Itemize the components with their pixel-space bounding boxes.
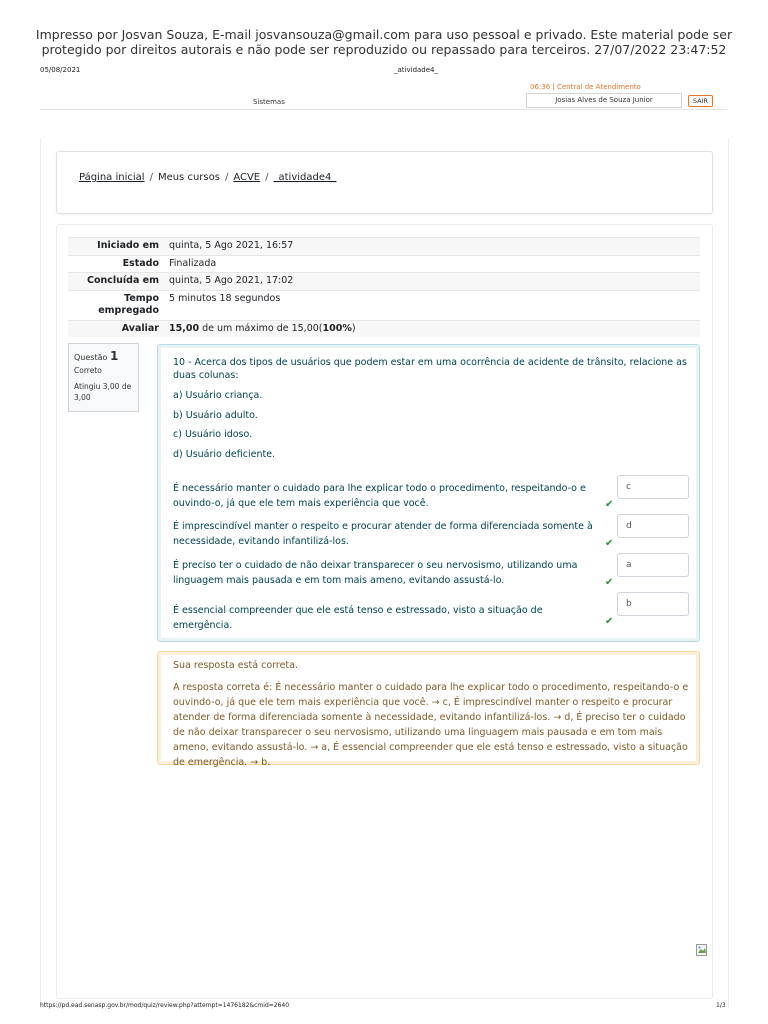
summary-value: quinta, 5 Ago 2021, 16:57 <box>169 240 294 251</box>
grade-percent: 100% <box>322 322 352 334</box>
broken-image-icon <box>696 944 708 956</box>
summary-row <box>68 272 700 290</box>
sistemas-menu[interactable]: Sistemas <box>253 98 285 106</box>
match-select[interactable]: c <box>617 475 689 499</box>
feedback-inner <box>161 655 696 768</box>
question-info-box <box>68 343 139 412</box>
match-statement: É preciso ter o cuidado de não deixar transparecer o seu nervosismo, utilizando uma linguagem mais pausada e em tom mais ameno, evitando assustá-lo. <box>173 560 578 586</box>
breadcrumb-separator: / <box>265 172 269 183</box>
grade-end: ) <box>351 322 356 334</box>
question-text: 10 - Acerca dos tipos de usuários que podem estar em uma ocorrência de acidente de trânsito, relacione as duas colunas: <box>173 357 687 381</box>
summary-key: Iniciado em <box>97 240 159 251</box>
feedback-box <box>157 651 700 768</box>
question-state: Correto <box>74 366 102 375</box>
summary-value-grade <box>167 321 700 338</box>
feedback-text: A resposta correta é: É necessário manter o cuidado para lhe explicar todo o procedimento, respeitando-o e ouvindo-o, já que ele tem mais experiência que você. → c, É imprescindível manter o respeito e procurar atender de forma diferenciada somente à necessidade, evitando infantilizá-los. → d, É preciso ter o cuidado de não deixar transparecer o seu nervosismo, utilizando uma linguagem mais pausada e em tom mais ameno, evitando assustá-lo. → a, É essencial compreender que ele está tenso e estressado, visto a situação de emergência. → b. <box>173 682 689 768</box>
summary-row <box>68 290 700 320</box>
question-formulation <box>157 344 700 642</box>
question-number <box>74 349 133 363</box>
breadcrumb-home[interactable]: Página inicial <box>79 172 145 183</box>
match-statement: É essencial compreender que ele está tenso e estressado, visto a situação de emergência. <box>173 605 543 631</box>
option-item: c) Usuário idoso. <box>173 429 253 440</box>
correct-check-icon: ✔ <box>605 577 614 588</box>
summary-key: Tempo empregado <box>98 292 159 316</box>
grade-rest: de um máximo de 15,00( <box>199 322 323 334</box>
print-page-title: _atividade4_ <box>394 66 439 74</box>
top-bar <box>40 78 727 110</box>
question-label: Questão <box>74 353 108 362</box>
question-formulation-inner <box>161 348 696 638</box>
summary-value: 5 minutos 18 segundos <box>169 292 281 304</box>
breadcrumb <box>79 172 336 183</box>
print-url: https://pd.ead.senasp.gov.br/mod/quiz/review.php?attempt=1476182&cmid=2640 <box>40 1002 290 1009</box>
print-page-number: 1/3 <box>716 1002 726 1009</box>
breadcrumb-my-courses: Meus cursos <box>157 172 220 183</box>
print-notice: Impresso por Josvan Souza, E-mail josvansouza@gmail.com para uso pessoal e privado. Este material pode ser protegido por direitos autorais e não pode ser reproduzido ou repassado para terceiros. 27/07/2022 23:47:52 <box>35 27 733 57</box>
breadcrumb-card <box>56 151 713 214</box>
correct-check-icon: ✔ <box>605 499 614 510</box>
user-name[interactable]: Josias Alves de Souza Junior <box>526 93 682 108</box>
summary-key: Concluída em <box>86 275 159 286</box>
match-select[interactable]: a <box>617 553 689 577</box>
logout-button[interactable]: SAIR <box>688 95 713 107</box>
option-item: d) Usuário deficiente. <box>173 449 276 460</box>
grade-value: 15,00 <box>169 322 200 334</box>
correct-check-icon: ✔ <box>605 616 614 627</box>
summary-value: Finalizada <box>169 257 217 269</box>
match-select[interactable]: d <box>617 514 689 538</box>
match-statement: É imprescindível manter o respeito e procurar atender de forma diferenciada somente à necessidade, evitando infantilizá-los. <box>173 521 593 547</box>
attempt-summary-table <box>68 237 700 337</box>
summary-value: quinta, 5 Ago 2021, 17:02 <box>169 275 294 286</box>
breadcrumb-separator: / <box>224 172 229 183</box>
match-statement: É necessário manter o cuidado para lhe explicar todo o procedimento, respeitando-o e ouvindo-o, já que ele tem mais experiência que você. <box>173 483 586 509</box>
option-item: b) Usuário adulto. <box>173 410 258 421</box>
summary-key: Avaliar <box>121 322 159 334</box>
match-select[interactable]: b <box>617 592 689 616</box>
feedback-title: Sua resposta está correta. <box>173 660 298 671</box>
option-item: a) Usuário criança. <box>173 390 263 401</box>
correct-check-icon: ✔ <box>605 538 614 549</box>
question-number-value: 1 <box>109 349 119 363</box>
summary-row <box>68 237 700 255</box>
summary-row <box>68 255 700 273</box>
summary-key: Estado <box>122 257 159 269</box>
breadcrumb-activity[interactable]: _atividade4_ <box>273 172 337 183</box>
breadcrumb-course[interactable]: ACVE <box>233 172 261 183</box>
question-grade: Atingiu 3,00 de 3,00 <box>74 382 132 402</box>
print-date: 05/08/2021 <box>40 66 81 74</box>
summary-row <box>68 320 700 338</box>
central-atendimento-link[interactable]: 06:36 | Central de Atendimento <box>530 83 641 91</box>
breadcrumb-separator: / <box>149 172 153 183</box>
